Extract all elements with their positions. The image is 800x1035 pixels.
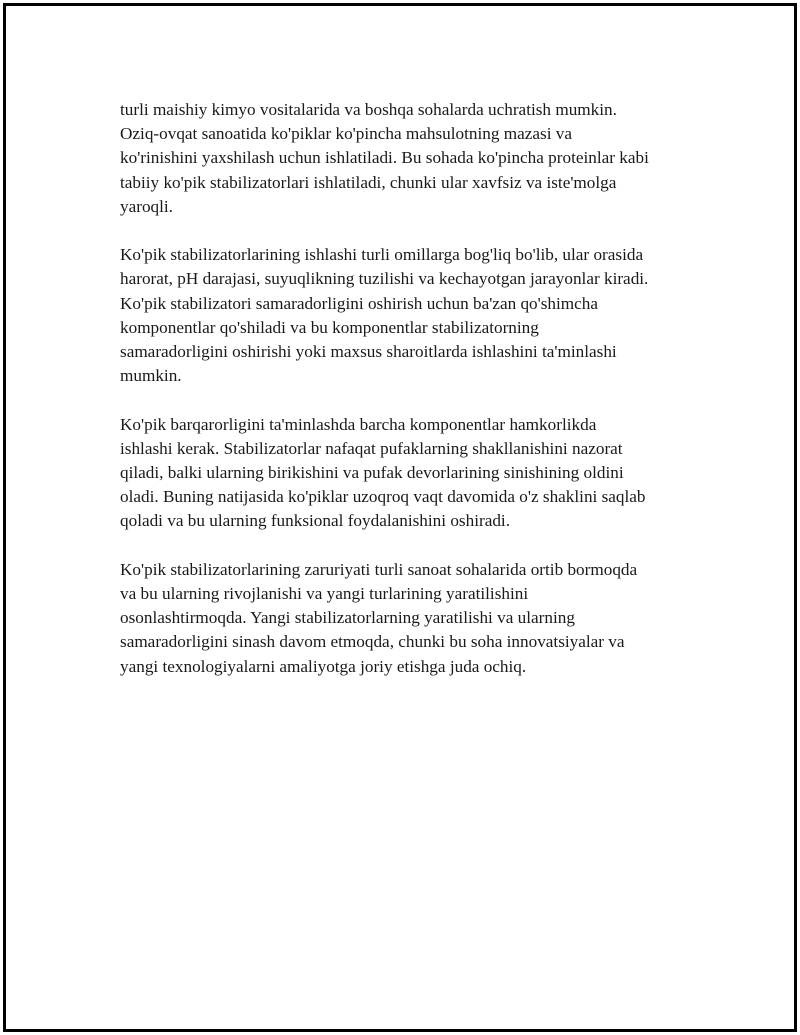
text-line: Ko'pik stabilizatorlarining zaruriyati turli sanoat sohalarida ortib bormoqda (120, 559, 638, 579)
paragraph-4 (120, 558, 710, 679)
paragraph-2 (120, 243, 710, 388)
text-line: samaradorligini sinash davom etmoqda, chunki bu soha innovatsiyalar va (120, 632, 625, 652)
paragraph-3 (120, 413, 710, 534)
text-line: tabiiy ko'pik stabilizatorlari ishlatiladi, chunki ular xavfsiz va iste'molga (120, 172, 617, 192)
text-line: mumkin. (120, 366, 182, 386)
page-frame (3, 3, 797, 1032)
text-line: Oziq-ovqat sanoatida ko'piklar ko'pincha mahsulotning mazasi va (120, 124, 572, 144)
text-line: ko'rinishini yaxshilash uchun ishlatiladi. Bu sohada ko'pincha proteinlar kabi (120, 148, 649, 168)
text-line: samaradorligini oshirishi yoki maxsus sharoitlarda ishlashini ta'minlashi (120, 342, 617, 362)
text-line: harorat, pH darajasi, suyuqlikning tuzilishi va kechayotgan jarayonlar kiradi. (120, 269, 649, 289)
paragraph-1 (120, 98, 710, 219)
text-line: Ko'pik stabilizatorlarining ishlashi turli omillarga bog'liq bo'lib, ular orasida (120, 245, 644, 265)
text-line: yangi texnologiyalarni amaliyotga joriy etishga juda ochiq. (120, 656, 527, 676)
text-line: ishlashi kerak. Stabilizatorlar nafaqat pufaklarning shakllanishini nazorat (120, 438, 623, 458)
text-line: yaroqli. (120, 196, 173, 216)
text-line: qoladi va bu ularning funksional foydalanishini oshiradi. (120, 511, 510, 531)
text-line: Ko'pik stabilizatori samaradorligini oshirish uchun ba'zan qo'shimcha (120, 293, 599, 313)
text-line: osonlashtirmoqda. Yangi stabilizatorlarning yaratilishi va ularning (120, 608, 575, 628)
document-body (120, 98, 710, 703)
text-line: turli maishiy kimyo vositalarida va boshqa sohalarda uchratish mumkin. (120, 100, 617, 119)
text-line: oladi. Buning natijasida ko'piklar uzoqroq vaqt davomida o'z shaklini saqlab (120, 487, 646, 507)
text-line: komponentlar qo'shiladi va bu komponentlar stabilizatorning (120, 317, 539, 337)
text-line: va bu ularning rivojlanishi va yangi turlarining yaratilishini (120, 584, 529, 604)
text-line: qiladi, balki ularning birikishini va pufak devorlarining sinishining oldini (120, 463, 624, 483)
text-line: Ko'pik barqarorligini ta'minlashda barcha komponentlar hamkorlikda (120, 414, 597, 434)
